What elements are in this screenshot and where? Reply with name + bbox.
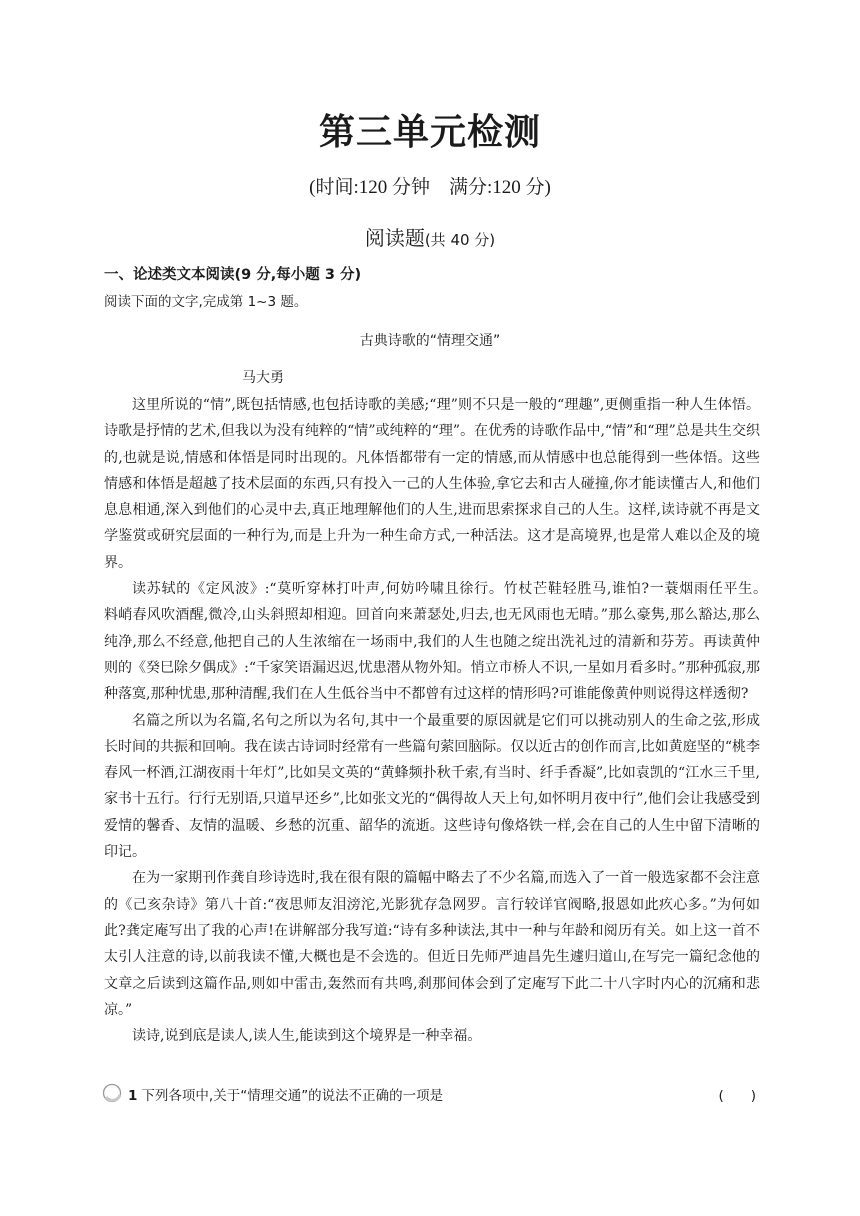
question-text: 下列各项中,关于“情理交通”的说法不正确的一项是 (141, 1088, 444, 1104)
article-body (104, 392, 788, 1049)
section-title: 阅读题 (364, 226, 425, 250)
section-score: (共 40 分) (424, 231, 496, 249)
page-title: 第三单元检测 (318, 111, 541, 153)
question-1 (104, 1081, 760, 1107)
article-title: 古典诗歌的“情理交通” (359, 333, 501, 349)
article-paragraph: 在为一家期刊作龚自珍诗选时,我在很有限的篇幅中略去了不少名篇,而选入了一首一般选家都不会注意的《己亥杂诗》第八十首:“夜思师友泪滂沱,光影犹存急网罗。言行较详官阀略,报恩如此疚心多。”为何如此?龚定庵写出了我的心声!在讲解部分我写道:“诗有多种读法,其中一种与年龄和阅历有关。如上这一首不太引人注意的诗,以前我读不懂,大概也是不会选的。但近日先师严迪昌先生遽归道山,在写完一篇纪念他的文章之后读到这篇作品,则如中雷击,轰然而有共鸣,刹那间体会到了定庵写下此二十八字时内心的沉痛和悲凉。” (104, 870, 760, 1018)
article-author: 马大勇 (242, 370, 284, 386)
question-number: 1 (128, 1088, 138, 1104)
reading-instruction: 阅读下面的文字,完成第 1~3 题。 (104, 294, 308, 310)
section-heading (0, 222, 860, 251)
article-paragraph: 读苏轼的《定风波》:“莫听穿林打叶声,何妨吟啸且徐行。竹杖芒鞋轻胜马,谁怕?一蓑烟雨任平生。 料峭春风吹酒醒,微冷,山头斜照却相迎。回首向来萧瑟处,归去,也无风雨也无晴。”那么豪隽,那么豁达,那么纯净,那么不经意,他把自己的人生浓缩在一场雨中,我们的人生也随之绽出洗礼过的清新和芬芳。再读黄仲则的《癸巳除夕偶成》:“千家笑语漏迟迟,忧患潜从物外知。悄立市桥人不识,一星如月看多时。”那种孤寂,那种落寞,那种忧患,那种清醒,我们在人生低谷当中不都曾有过这样的情形吗?可谁能像黄仲则说得这样透彻? (104, 581, 788, 703)
answer-blank[interactable]: ( ) (718, 1088, 756, 1104)
part-heading: 一、论述类文本阅读(9 分,每小题 3 分) (104, 267, 362, 283)
article-paragraph: 读诗,说到底是读人,读人生,能读到这个境界是一种幸福。 (132, 1028, 482, 1045)
article-paragraph: 名篇之所以为名篇,名句之所以为名句,其中一个最重要的原因就是它们可以挑动别人的生命之弦,形成长时间的共振和回响。我在读古诗词时经常有一些篇句萦回脑际。仅以近古的创作而言,比如黄庭坚的“桃李春风一杯酒,江湖夜雨十年灯”,比如吴文英的“黄蜂频扑秋千索,有当时、纤手香凝”,比如袁凯的“江水三千里,家书十五行。行行无别语,只道早还乡”,比如张文光的“偶得故人天上句,如怀明月夜中行”,他们会让我感受到爱情的馨香、友情的温暖、乡愁的沉重、韶华的流逝。这些诗句像烙铁一样,会在自己的人生中留下清晰的印记。 (104, 712, 760, 861)
question-1-text-wrap (128, 1084, 443, 1104)
question-marker-icon (102, 1083, 124, 1103)
exam-time-score: (时间:120 分钟 满分:120 分) (309, 177, 551, 198)
article-paragraph: 这里所说的“情”,既包括情感,也包括诗歌的美感;“理”则不只是一般的“理趣”,更侧重指一种人生体悟。诗歌是抒情的艺术,但我以为没有纯粹的“情”或纯粹的“理”。在优秀的诗歌作品中,“情”和“理”总是共生交织的,也就是说,情感和体悟是同时出现的。凡体悟都带有一定的情感,而从情感中也总能得到一些体悟。这些情感和体悟是超越了技术层面的东西,只有投入一己的人生体验,拿它去和古人碰撞,你才能读懂古人,和他们息息相通,深入到他们的心灵中去,真正地理解他们的人生,进而思索探求自己的人生。这样,读诗就不再是文学鉴赏或研究层面的一种行为,而是上升为一种生命方式,一种活法。这才是高境界,也是常人难以企及的境界。 (104, 397, 760, 571)
